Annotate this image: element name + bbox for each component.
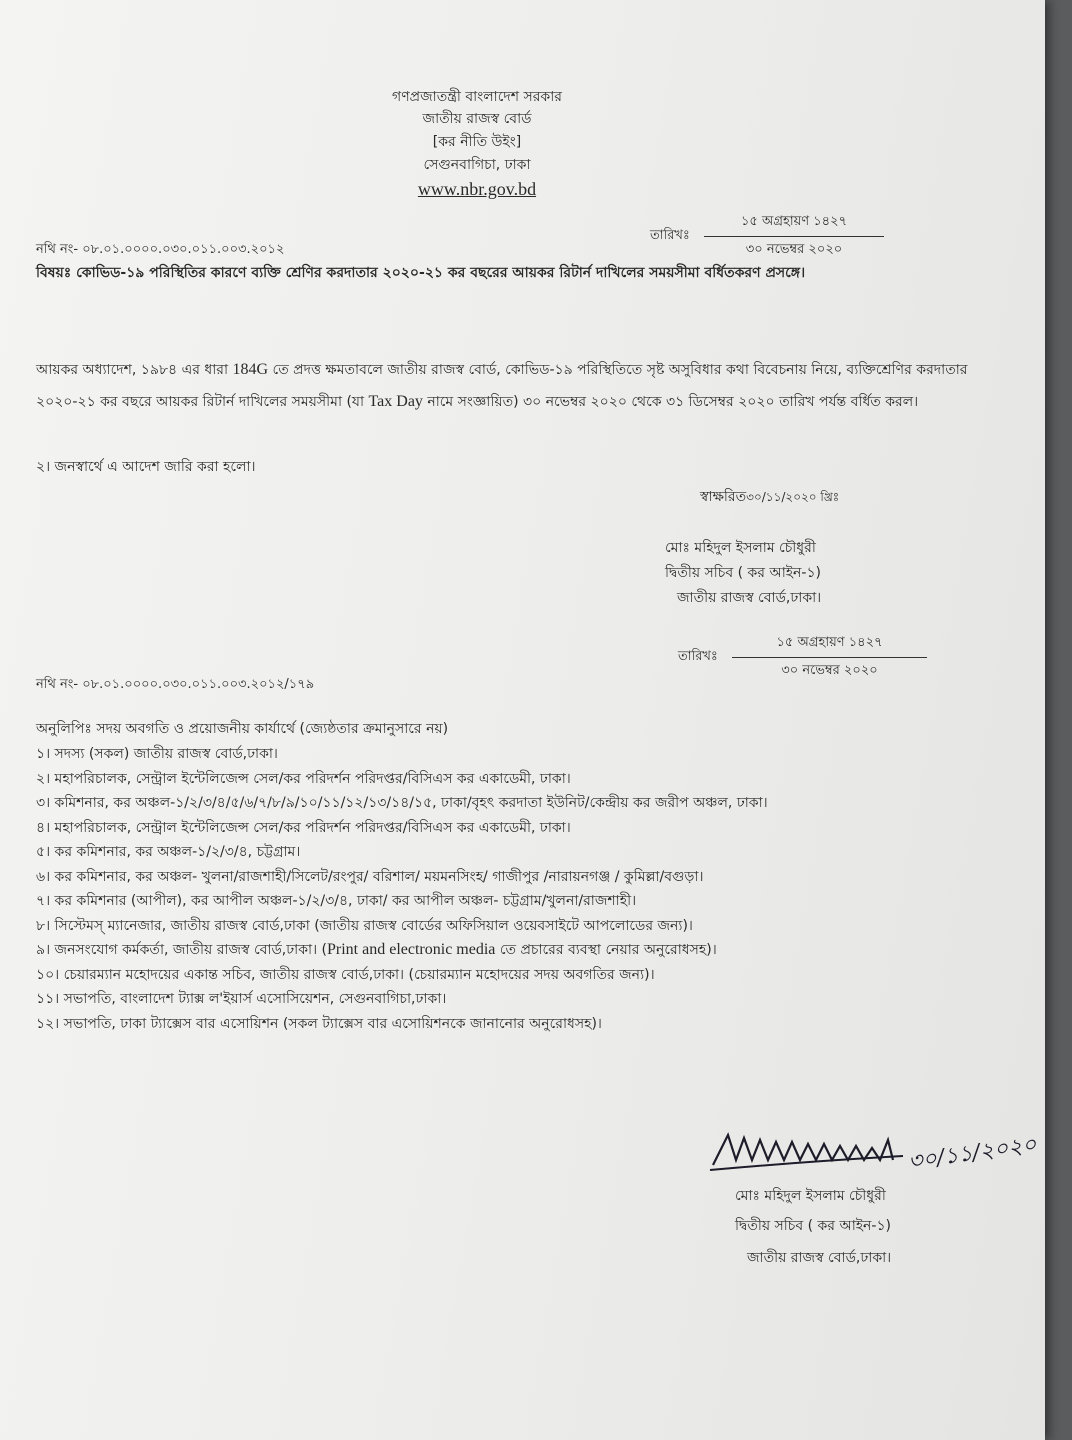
list-item: ১০। চেয়ারম্যান মহোদয়ের একান্ত সচিব, জাতীয় রাজস্ব বোর্ড,ঢাকা। (চেয়ারম্যান মহোদয়ের সদয় অবগতির জন্য)।: [36, 966, 655, 983]
list-item: ৫। কর কমিশনার, কর অঞ্চল-১/২/৩/৪, চট্টগ্রাম।: [36, 844, 301, 860]
list-item: ৭। কর কমিশনার (আপীল), কর আপীল অঞ্চল-১/২/৩/৪, ঢাকা/ কর আপীল অঞ্চল- চট্টগ্রাম/খুলনা/রাজশাহী।: [36, 893, 637, 909]
para1-part-b: তে প্রদত্ত ক্ষমতাবলে জাতীয় রাজস্ব বোর্ড, কোভিড-১৯ পরিস্থিতিতে সৃষ্ট অসুবিধার কথা বিবেচনায় নিয়ে, ব্যক্তিশ্রেণির করদাতার ২০২০-২১ কর বছরে আয়কর রিটার্ন দাখিলের সময়সীমা (যা: [36, 362, 968, 410]
list-item: [36, 938, 1021, 963]
signatory-office-1: জাতীয় রাজস্ব বোর্ড,ঢাকা।: [677, 590, 822, 606]
wing-title: [কর নীতি উইং]: [432, 134, 522, 150]
list-item: ১। সদস্য (সকল) জাতীয় রাজস্ব বোর্ড,ঢাকা।: [36, 746, 278, 762]
date-label-2: তারিখঃ: [678, 649, 718, 664]
date-block: [650, 212, 884, 261]
file-number-2: নথি নং- ০৮.০১.০০০০.০৩০.০১১.০০৩.২০১২/১৭৯: [36, 677, 315, 692]
cc-title: অনুলিপিঃ সদয় অবগতি ও প্রয়োজনীয় কার্যার্থে (জ্যেষ্ঠতার ক্রমানুসারে নয়): [36, 721, 449, 737]
body-paragraph-1: [36, 354, 996, 418]
signatory-name-1: মোঃ মহিদুল ইসলাম চৌধুরী: [665, 540, 816, 556]
file-number: নথি নং- ০৮.০১.০০০০.০৩০.০১১.০০৩.২০১২: [36, 242, 285, 257]
list-item: ৩। কমিশনার, কর অঞ্চল-১/২/৩/৪/৫/৬/৭/৮/৯/১০/১১/১২/১৩/১৪/১৫, ঢাকা/বৃহৎ করদাতা ইউনিট/কেন্দ্রীয় কর জরীপ অঞ্চল, ঢাকা।: [36, 795, 768, 811]
para1-part-c: নামে সংজ্ঞায়িত) ৩০ নভেম্বর ২০২০ থেকে ৩১ ডিসেম্বর ২০২০ তারিখ পর্যন্ত বর্ধিত করল।: [422, 394, 919, 410]
cc-section: [36, 716, 1021, 1036]
signed-date: ৩০/১১/২০২০ খ্রিঃ: [746, 490, 840, 504]
date-bangla: ১৫ অগ্রহায়ণ ১৪২৭: [704, 212, 884, 237]
date-label: তারিখঃ: [650, 228, 690, 243]
list-item: ৬। কর কমিশনার, কর অঞ্চল- খুলনা/রাজশাহী/সিলেট/রংপুর/ বরিশাল/ ময়মনসিংহ/ গাজীপুর /নারায়নগঞ্জ / কুমিল্লা/বগুড়া।: [36, 868, 704, 885]
para1-part-a: আয়কর অধ্যাদেশ, ১৯৮৪ এর ধারা: [36, 362, 233, 378]
item9-part-a: ৯। জনসংযোগ কর্মকর্তা, জাতীয় রাজস্ব বোর্ড,ঢাকা। (: [36, 942, 327, 958]
date-english: ৩০ নভেম্বর ২০২০: [745, 242, 843, 257]
cc-list: [36, 742, 1021, 1036]
date-bangla-2: ১৫ অগ্রহায়ণ ১৪২৭: [732, 633, 927, 658]
signed-note: [700, 484, 839, 510]
list-item: ৪। মহাপরিচালক, সেন্ট্রাল ইন্টেলিজেন্স সেল/কর পরিদর্শন পরিদপ্তর/বিসিএস কর একাডেমী, ঢাকা।: [36, 819, 571, 836]
subject-line: [36, 258, 996, 288]
signed-label: স্বাক্ষরিত: [700, 489, 747, 505]
section-code: 184G: [232, 361, 269, 378]
date-fraction: [704, 212, 884, 261]
address: সেগুনবাগিচা, ঢাকা: [423, 157, 531, 173]
handwritten-date: ৩০/১১/২০২০: [906, 1132, 1039, 1175]
signatory-designation-1: দ্বিতীয় সচিব ( কর আইন-১): [665, 565, 822, 581]
date-english-2: ৩০ নভেম্বর ২০২০: [781, 663, 878, 678]
list-item: ১২। সভাপতি, ঢাকা ট্যাক্সেস বার এসোয়িশন (সকল ট্যাক্সেস বার এসোয়িশনকে জানানোর অনুরোধসহ)।: [36, 1015, 602, 1032]
date-block-2: [678, 633, 927, 682]
body-paragraph-2: ২। জনস্বার্থে এ আদেশ জারি করা হলো।: [36, 459, 256, 475]
list-item: ৮। সিস্টেমস্ ম্যানেজার, জাতীয় রাজস্ব বোর্ড,ঢাকা (জাতীয় রাজস্ব বোর্ডের অফিসিয়াল ওয়েবসাইটে আপলোডের জন্য)।: [36, 917, 693, 934]
signatory-office-2: জাতীয় রাজস্ব বোর্ড,ঢাকা।: [747, 1250, 892, 1266]
subject-text: বিষয়ঃ কোভিড-১৯ পরিস্থিতির কারণে ব্যক্তি শ্রেণির করদাতার ২০২০-২১ কর বছরের আয়কর রিটার্ন দাখিলের সময়সীমা বর্ধিতকরণ প্রসঙ্গে।: [36, 265, 806, 281]
list-item: ১১। সভাপতি, বাংলাদেশ ট্যাক্স ল'ইয়ার্স এসোসিয়েশন, সেগুনবাগিচা,ঢাকা।: [36, 991, 447, 1007]
tax-day-term: Tax Day: [368, 393, 423, 410]
item9-part-b: তে প্রচারের ব্যবস্থা নেয়ার অনুরোধসহ)।: [495, 942, 717, 958]
item9-latin: Print and electronic media: [327, 941, 496, 958]
handwritten-signature: [708, 1120, 908, 1180]
list-item: ২। মহাপরিচালক, সেন্ট্রাল ইন্টেলিজেন্স সেল/কর পরিদর্শন পরিদপ্তর/বিসিএস কর একাডেমী, ঢাকা।: [36, 770, 571, 787]
date-fraction-2: [732, 633, 927, 682]
board-title: জাতীয় রাজস্ব বোর্ড: [422, 111, 532, 127]
signatory-designation-2: দ্বিতীয় সচিব ( কর আইন-১): [735, 1218, 892, 1234]
govt-title: গণপ্রজাতন্ত্রী বাংলাদেশ সরকার: [392, 89, 562, 105]
signatory-name-2: মোঃ মহিদুল ইসলাম চৌধুরী: [735, 1188, 886, 1204]
website-link[interactable]: www.nbr.gov.bd: [417, 179, 537, 199]
